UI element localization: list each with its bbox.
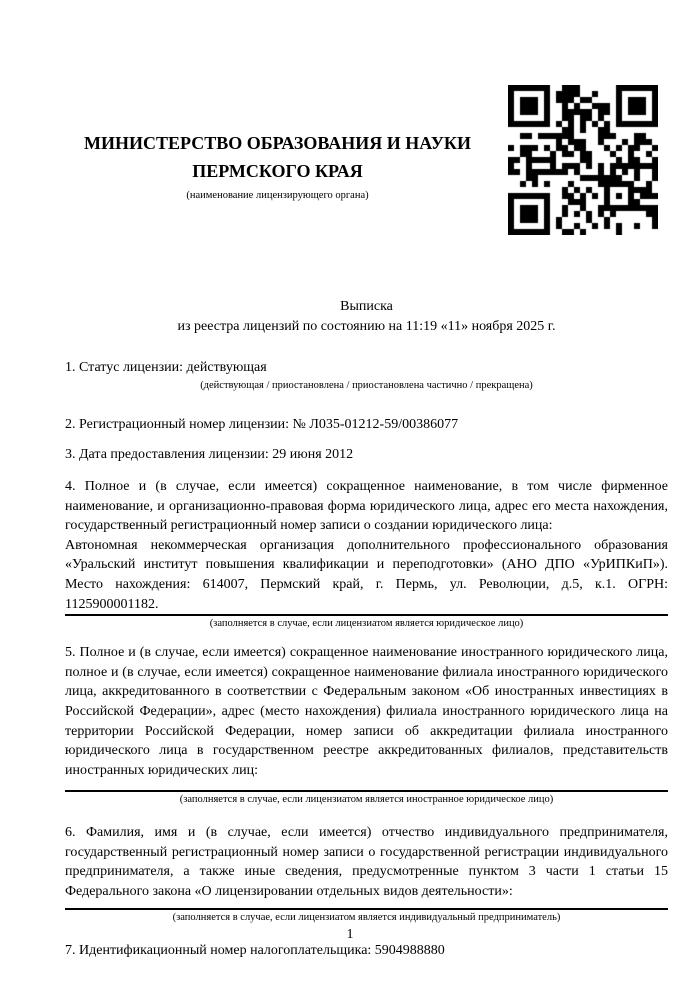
item-taxpayer-id: 7. Идентификационный номер налогоплательщика: 5904988880 — [65, 942, 445, 958]
qr-code-image — [508, 85, 658, 235]
item-registration-number: 2. Регистрационный номер лицензии: № Л035-01212-59/00386077 — [65, 416, 459, 432]
ministry-name-line1: МИНИСТЕРСТВО ОБРАЗОВАНИЯ И НАУКИ — [84, 133, 471, 153]
item-license-status — [65, 358, 668, 393]
document-body — [65, 358, 668, 960]
licensing-authority-block — [65, 85, 490, 203]
document-title: Выписка — [340, 299, 393, 314]
ministry-caption: (наименование лицензирующего органа) — [186, 190, 369, 201]
item-legal-entity — [65, 477, 668, 631]
document-title-block — [65, 297, 668, 336]
foreign-entity-description: 5. Полное и (в случае, если имеется) сокращенное наименование иностранного юридического лица, полное и (в случае, если имеется) сокращенное наименование филиала иностранного юридического лица, аккредитованного в соответствии с Федеральным законом «Об иностранных инвестициях в Российской Федерации», адрес (место нахождения) филиала иностранного юридического лица на территории Российской Федерации, номер записи об аккредитации филиала иностранного юридического лица в государственном реестре аккредитованных филиалов, представительств иностранных юридических лиц: — [65, 645, 668, 778]
item-foreign-entity — [65, 643, 668, 807]
qr-code — [508, 85, 658, 235]
ministry-name-line2: ПЕРМСКОГО КРАЯ — [192, 161, 363, 181]
legal-entity-description: 4. Полное и (в случае, если имеется) сокращенное наименование, в том числе фирменное наименование, и организационно-правовая форма юридического лица, адрес его места нахождения, государственный регистрационный номер записи о создании юридического лица: — [65, 478, 668, 534]
legal-entity-caption: (заполняется в случае, если лицензиатом является юридическое лицо) — [209, 618, 524, 630]
license-status-options-caption: (действующая / приостановлена / приостановлена частично / прекращена) — [200, 379, 533, 391]
individual-entrepreneur-caption: (заполняется в случае, если лицензиатом является индивидуальный предприниматель) — [172, 911, 561, 923]
item-individual-entrepreneur — [65, 823, 668, 924]
license-status-text: 1. Статус лицензии: действующая — [65, 360, 267, 376]
document-header — [0, 0, 700, 235]
individual-entrepreneur-description: 6. Фамилия, имя и (в случае, если имеется) отчество индивидуального предпринимателя, государственный регистрационный номер записи о государственной регистрации индивидуального предпринимателя, а также иные сведения, предусмотренные пунктом 3 части 1 статьи 15 Федерального закона «О лицензировании отдельных видов деятельности»: — [65, 825, 668, 900]
document-subtitle: из реестра лицензий по состоянию на 11:19 «11» ноября 2025 г. — [177, 318, 556, 334]
foreign-entity-caption: (заполняется в случае, если лицензиатом является иностранное юридическое лицо) — [179, 794, 554, 806]
page-number: 1 — [346, 927, 354, 942]
item-license-grant-date: 3. Дата предоставления лицензии: 29 июня 2012 — [65, 447, 354, 463]
legal-entity-value: Автономная некоммерческая организация дополнительного профессионального образования «Уральский институт повышения квалификации и переподготовки» (АНО ДПО «УрИПКиП»). Место нахождения: 614007, Пермский край, г. Пермь, ул. Революции, д.5, к.1. ОГРН: 1125900001182. — [65, 537, 668, 612]
